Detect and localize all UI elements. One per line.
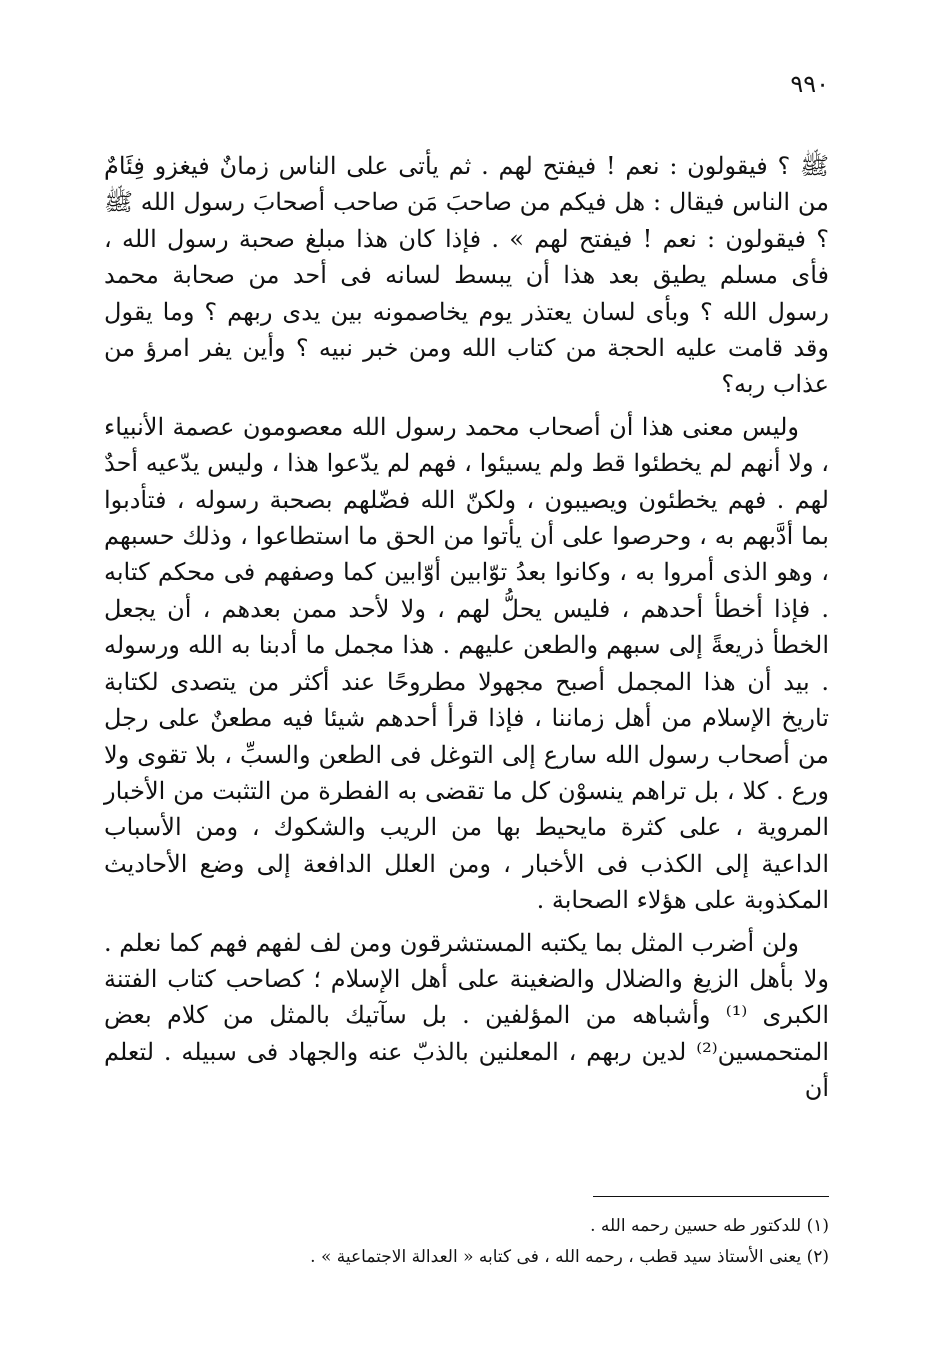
footnote-2: (٢) يعنى الأستاذ سيد قطب ، رحمه الله ، فى كتابه « العدالة الاجتماعية » . [310, 1247, 829, 1267]
paragraph-3: ولن أضرب المثل بما يكتبه المستشرقون ومن لف لفهم فهم كما نعلم . ولا بأهل الزيغ والضلال والضغينة على أهل الإسلام ؛ كصاحب كتاب الفتنة الكبرى ⁽¹⁾ وأشباهه من المؤلفين . بل سآتيك بالمثل من كلام بعض المتحمسين⁽²⁾ لدين ربهم ، المعلنين بالذبّ عنه والجهاد فى سبيله . لتعلم أن [104, 928, 830, 1103]
page-number: ٩٩٠ [790, 70, 829, 98]
footnote-divider [593, 1196, 829, 1197]
footnote-1: (١) للدكتور طه حسين رحمه الله . [590, 1216, 829, 1236]
paragraph-1: ﷺ ؟ فيقولون : نعم ! فيفتح لهم . ثم يأتى على الناس زمانٌ فيغزو فِئَامٌ من الناس فيقال : هل فيكم من صاحبَ مَن صاحب أصحابَ رسول الله ﷺ ؟ فيقولون : نعم ! فيفتح لهم » . فإذا كان هذا مبلغ صحبة رسول الله ، فأى مسلم يطيق بعد هذا أن يبسط لسانه فى أحد من صحابة محمد رسول الله ؟ وبأى لسان يعتذر يوم يخاصمونه بين يدى ربهم ؟ وما يقول وقد قامت عليه الحجة من كتاب الله ومن خبر نبيه ؟ وأين يفر امرؤ من عذاب ربه؟ [104, 152, 829, 399]
footnotes [104, 1211, 829, 1273]
paragraph-2: وليس معنى هذا أن أصحاب محمد رسول الله معصومون عصمة الأنبياء ، ولا أنهم لم يخطئوا قط ولم يسيئوا ، فهم لم يدّعوا هذا ، وليس يدّعيه أحدٌ لهم . فهم يخطئون ويصيبون ، ولكنّ الله فضّلهم بصحبة رسوله ، فتأدبوا بما أدَّبهم به ، وحرصوا على أن يأتوا من الحق ما استطاعوا ، وذلك حسبهم ، وهو الذى أمروا به ، وكانوا بعدُ توّابين أوّابين كما وصفهم فى محكم كتابه . فإذا أخطأ أحدهم ، فليس يحلُّ لهم ، ولا لأحد ممن بعدهم ، أن يجعل الخطأ ذريعةً إلى سبهم والطعن عليهم . هذا مجمل ما أدبنا به الله ورسوله . بيد أن هذا المجمل أصبح مجهولا مطروحًا عند أكثر من يتصدى لكتابة تاريخ الإسلام من أهل زماننا ، فإذا قرأ أحدهم شيئا فيه مطعنٌ على رجل من أصحاب رسول الله سارع إلى التوغل فى الطعن والسبِّ ، بلا تقوى ولا ورع . كلا ، بل تراهم ينسوْن كل ما تقضى به الفطرة من التثبت من الأخبار المروية ، على كثرة مايحيط بها من الريب والشكوك ، ومن الأسباب الداعية إلى الكذب فى الأخبار ، ومن العلل الدافعة إلى وضع الأحاديث المكذوبة على هؤلاء الصحابة . [104, 412, 830, 915]
main-text [104, 148, 829, 1113]
